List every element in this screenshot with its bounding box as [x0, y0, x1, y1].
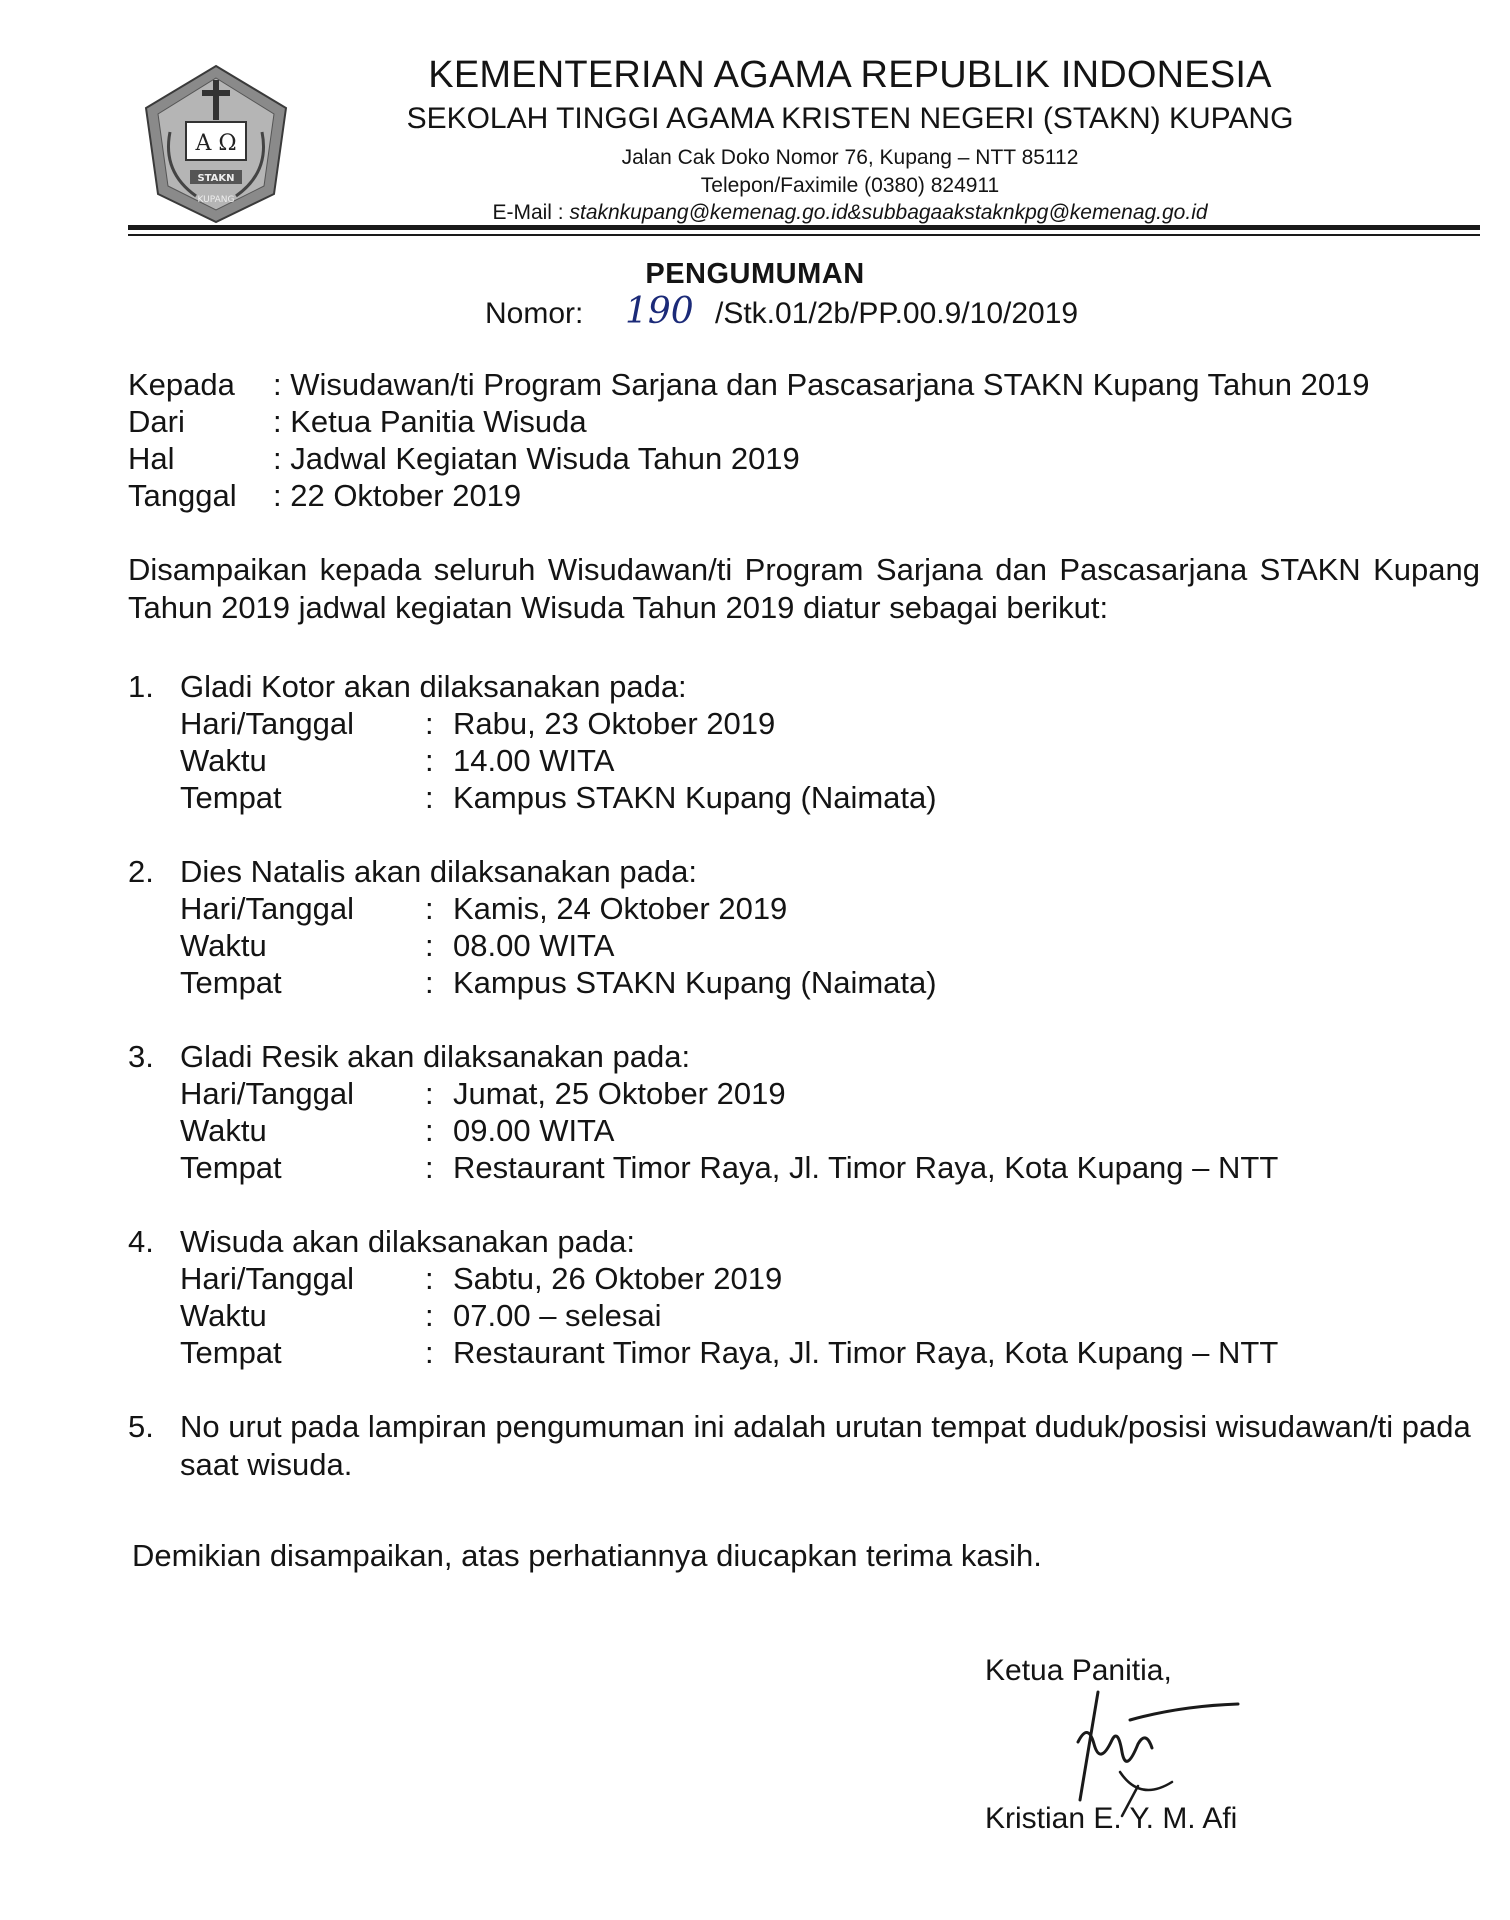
item-number: 5. [128, 1409, 154, 1444]
row-value: Rabu, 23 Oktober 2019 [453, 706, 776, 741]
row-key: Waktu [180, 1113, 267, 1148]
item-row-time [180, 1297, 1488, 1334]
field-value: : 22 Oktober 2019 [273, 478, 522, 513]
field-key: Tanggal [128, 478, 237, 513]
email-label: E-Mail : [492, 201, 564, 224]
item-number: 4. [128, 1224, 154, 1259]
row-value: Kampus STAKN Kupang (Naimata) [453, 780, 937, 815]
field-value: : Ketua Panitia Wisuda [273, 404, 587, 439]
field-key: Dari [128, 404, 185, 439]
item-row-place [180, 779, 1488, 816]
item-row-place [180, 1149, 1488, 1186]
row-key: Hari/Tanggal [180, 1261, 355, 1296]
row-separator: : [425, 1298, 434, 1333]
handwritten-number: 190 [625, 291, 694, 332]
number-label: Nomor: [485, 297, 584, 330]
row-separator: : [425, 965, 434, 1000]
row-value: Sabtu, 26 Oktober 2019 [453, 1261, 783, 1296]
row-key: Tempat [180, 1335, 282, 1370]
row-key: Waktu [180, 1298, 267, 1333]
logo-text-kupang: KUPANG [197, 195, 235, 205]
item-row-place [180, 1334, 1488, 1371]
letterhead-address: Jalan Cak Doko Nomor 76, Kupang – NTT 85112 [621, 146, 1079, 169]
row-value: 08.00 WITA [453, 928, 615, 963]
item-heading: Dies Natalis akan dilaksanakan pada: [180, 854, 697, 889]
closing-sentence: Demikian disampaikan, atas perhatiannya diucapkan terima kasih. [132, 1538, 1042, 1573]
field-hal [128, 440, 1370, 477]
field-kepada [128, 366, 1370, 403]
signatory-name: Kristian E. Y. M. Afi [985, 1802, 1238, 1835]
row-value: 09.00 WITA [453, 1113, 615, 1148]
schedule-item-gladi-kotor [128, 668, 1488, 816]
schedule-item-note [128, 1408, 1488, 1484]
item-number: 1. [128, 669, 154, 704]
item-heading: Wisuda akan dilaksanakan pada: [180, 1224, 635, 1259]
item-row-time [180, 927, 1488, 964]
letterhead [300, 52, 1400, 227]
logo-text-stakn: STAKN [197, 173, 235, 184]
row-key: Hari/Tanggal [180, 1076, 355, 1111]
handwritten-signature-icon [1060, 1682, 1260, 1822]
row-value: 14.00 WITA [453, 743, 615, 778]
schedule-item-dies-natalis [128, 853, 1488, 1001]
row-separator: : [425, 1076, 434, 1111]
item-heading: Gladi Resik akan dilaksanakan pada: [180, 1039, 691, 1074]
field-key: Hal [128, 441, 175, 476]
signatory-title: Ketua Panitia, [985, 1654, 1172, 1687]
row-separator: : [425, 1261, 434, 1296]
row-separator: : [425, 706, 434, 741]
item-number: 3. [128, 1039, 154, 1074]
item-heading: Gladi Kotor akan dilaksanakan pada: [180, 669, 687, 704]
letterhead-divider-thick [128, 225, 1480, 230]
item-row-date [180, 1260, 1488, 1297]
row-separator: : [425, 1150, 434, 1185]
document-title: PENGUMUMAN [645, 258, 865, 290]
row-key: Waktu [180, 743, 267, 778]
letterhead-phone: Telepon/Faximile (0380) 824911 [700, 174, 1000, 197]
email-address: staknkupang@kemenag.go.id&subbagaakstaknkpg@kemenag.go.id [569, 201, 1208, 224]
row-key: Hari/Tanggal [180, 891, 355, 926]
letterhead-ministry: KEMENTERIAN AGAMA REPUBLIK INDONESIA [428, 54, 1272, 96]
row-key: Tempat [180, 965, 282, 1000]
row-key: Tempat [180, 780, 282, 815]
letterhead-divider-thin [128, 234, 1480, 236]
field-key: Kepada [128, 367, 235, 402]
header-fields [128, 366, 1370, 514]
letterhead-institution: SEKOLAH TINGGI AGAMA KRISTEN NEGERI (STAKN) KUPANG [406, 102, 1294, 135]
item-row-date [180, 705, 1488, 742]
field-value: : Jadwal Kegiatan Wisuda Tahun 2019 [273, 441, 800, 476]
item-row-time [180, 1112, 1488, 1149]
field-value: : Wisudawan/ti Program Sarjana dan Pascasarjana STAKN Kupang Tahun 2019 [273, 367, 1370, 402]
row-value: Kampus STAKN Kupang (Naimata) [453, 965, 937, 1000]
row-value: 07.00 – selesai [453, 1298, 662, 1333]
field-dari [128, 403, 1370, 440]
row-separator: : [425, 780, 434, 815]
row-key: Hari/Tanggal [180, 706, 355, 741]
row-separator: : [425, 928, 434, 963]
row-value: Restaurant Timor Raya, Jl. Timor Raya, Kota Kupang – NTT [453, 1335, 1279, 1370]
schedule-item-gladi-resik [128, 1038, 1488, 1186]
row-key: Waktu [180, 928, 267, 963]
item-row-date [180, 890, 1488, 927]
intro-paragraph: Disampaikan kepada seluruh Wisudawan/ti Program Sarjana dan Pascasarjana STAKN Kupang Tahun 2019 jadwal kegiatan Wisuda Tahun 2019 diatur sebagai berikut: [128, 552, 1480, 625]
letterhead-email [300, 199, 1400, 227]
row-separator: : [425, 1113, 434, 1148]
schedule-item-wisuda [128, 1223, 1488, 1371]
row-key: Tempat [180, 1150, 282, 1185]
item-row-date [180, 1075, 1488, 1112]
row-separator: : [425, 891, 434, 926]
item-note-text: No urut pada lampiran pengumuman ini adalah urutan tempat duduk/posisi wisudawan/ti pada saat wisuda. [180, 1409, 1471, 1482]
number-suffix: /Stk.01/2b/PP.00.9/10/2019 [715, 297, 1079, 330]
item-row-place [180, 964, 1488, 1001]
row-value: Kamis, 24 Oktober 2019 [453, 891, 788, 926]
schedule-list [128, 668, 1488, 1521]
row-separator: : [425, 1335, 434, 1370]
field-tanggal [128, 477, 1370, 514]
row-value: Restaurant Timor Raya, Jl. Timor Raya, Kota Kupang – NTT [453, 1150, 1279, 1185]
row-separator: : [425, 743, 434, 778]
item-row-time [180, 742, 1488, 779]
document-number [485, 292, 1078, 334]
logo-text-alpha-omega: A Ω [195, 131, 237, 156]
item-number: 2. [128, 854, 154, 889]
row-value: Jumat, 25 Oktober 2019 [453, 1076, 786, 1111]
stakn-logo-icon [140, 62, 292, 226]
